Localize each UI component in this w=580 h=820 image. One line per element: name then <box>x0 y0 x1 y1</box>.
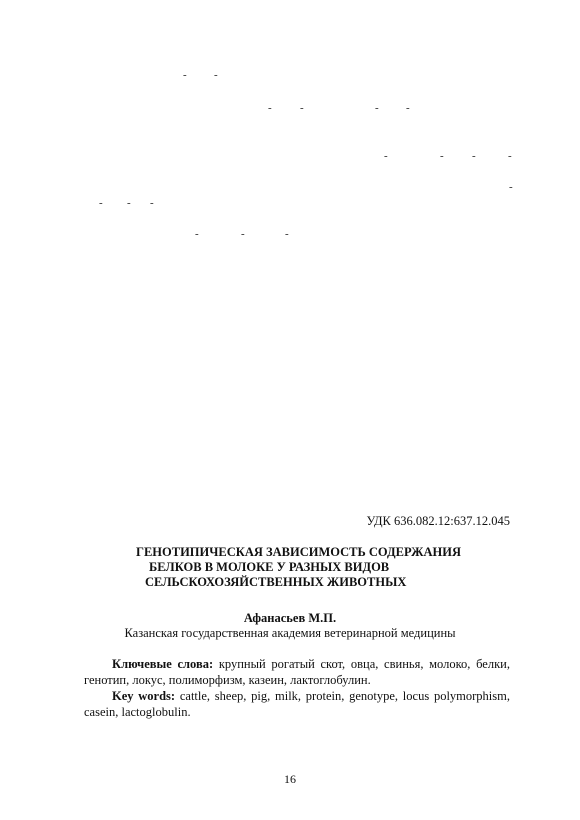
keywords-russian <box>84 656 510 688</box>
dash-artifact: - <box>440 150 444 162</box>
dash-artifact: - <box>509 181 513 193</box>
dash-artifact: - <box>99 197 103 209</box>
keywords-english-text: cattle, sheep, pig, milk, protein, genotype, locus polymorphism, casein, lactoglobulin. <box>84 689 510 719</box>
udc-code: УДК 636.082.12:637.12.045 <box>366 514 510 528</box>
dash-artifact: - <box>241 228 245 240</box>
dash-artifact: - <box>472 150 476 162</box>
dash-artifact: - <box>508 150 512 162</box>
author-name: Афанасьев М.П. <box>243 611 337 625</box>
dash-artifact: - <box>183 69 187 81</box>
dash-artifact: - <box>268 102 272 114</box>
keywords-english <box>84 688 510 720</box>
title-line-2: БЕЛКОВ В МОЛОКЕ У РАЗНЫХ ВИДОВ <box>149 560 390 574</box>
dash-artifact: - <box>214 69 218 81</box>
title-line-1: ГЕНОТИПИЧЕСКАЯ ЗАВИСИМОСТЬ СОДЕРЖАНИЯ <box>136 545 462 559</box>
dash-artifact: - <box>406 102 410 114</box>
keywords-english-label: Key words: <box>112 689 176 703</box>
dash-artifact: - <box>285 228 289 240</box>
dash-artifact: - <box>384 150 388 162</box>
dash-artifact: - <box>375 102 379 114</box>
keywords-russian-text: крупный рогатый скот, овца, свинья, молоко, белки, генотип, локус, полиморфизм, казеин, лактоглобулин. <box>84 657 510 687</box>
dash-artifact: - <box>195 228 199 240</box>
title-line-3: СЕЛЬСКОХОЗЯЙСТВЕННЫХ ЖИВОТНЫХ <box>145 575 407 589</box>
dash-artifact: - <box>127 197 131 209</box>
page-number: 16 <box>284 772 296 786</box>
author-affiliation: Казанская государственная академия ветеринарной медицины <box>124 626 456 640</box>
dash-artifact: - <box>300 102 304 114</box>
dash-artifact: - <box>150 197 154 209</box>
keywords-russian-label: Ключевые слова: <box>112 657 214 671</box>
